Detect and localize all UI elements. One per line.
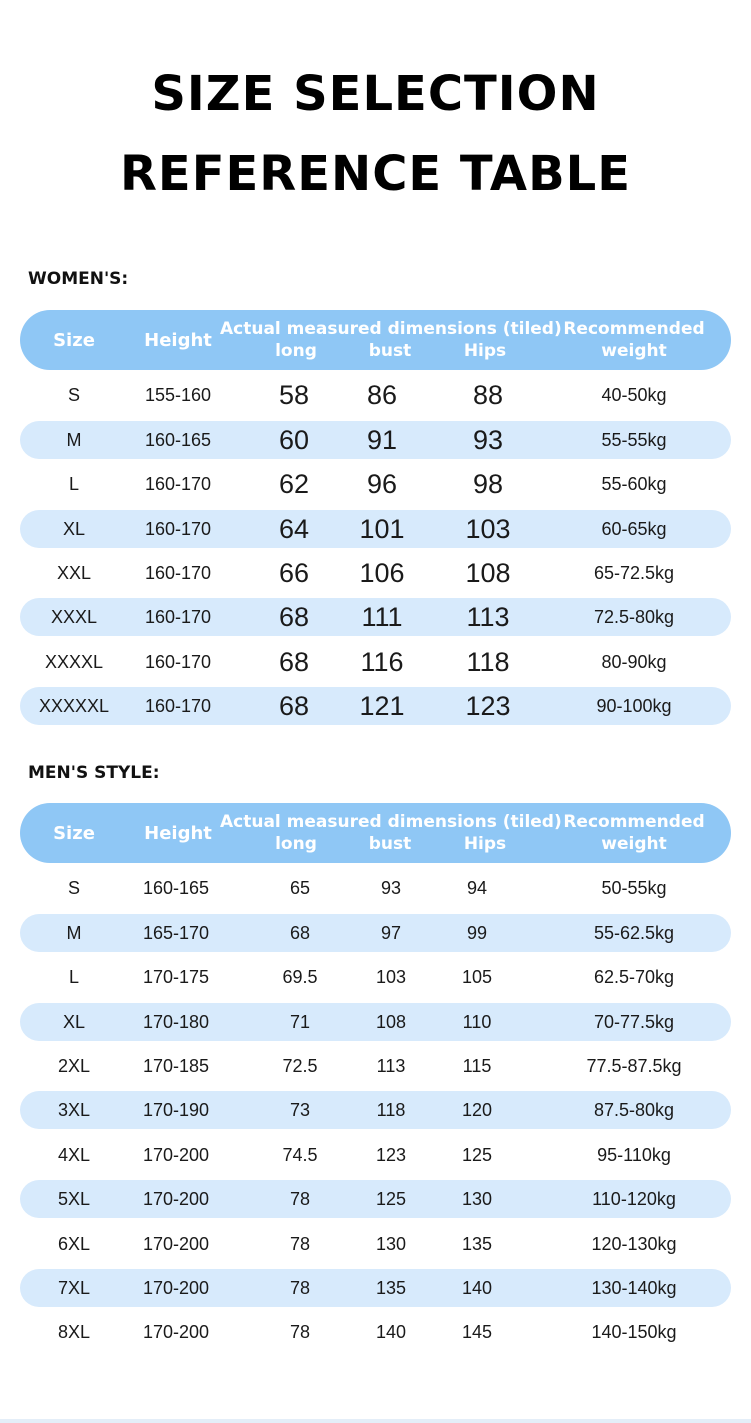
cell-hips: 113: [466, 602, 510, 633]
men-size-table: [20, 803, 731, 1351]
cell-bust: 118: [376, 1100, 406, 1121]
cell-weight: 62.5-70kg: [593, 967, 675, 988]
cell-weight: 80-90kg: [601, 651, 667, 672]
cell-long: 68: [278, 646, 310, 677]
cell-long: 71: [289, 1011, 311, 1032]
cell-bust: 108: [375, 1011, 407, 1032]
table-row: [20, 914, 731, 952]
women-table-header: [20, 310, 731, 370]
cell-long: 78: [289, 1322, 311, 1343]
cell-size: L: [68, 967, 79, 988]
header-weight: weight: [601, 341, 667, 361]
header-height: Height: [144, 330, 212, 351]
women-size-table: [20, 310, 731, 725]
cell-hips: 105: [461, 967, 493, 988]
cell-bust: 116: [360, 646, 404, 677]
cell-hips: 118: [466, 646, 510, 677]
cell-long: 60: [278, 424, 310, 455]
table-row: [20, 1091, 731, 1129]
cell-weight: 120-130kg: [591, 1233, 677, 1254]
cell-weight: 70-77.5kg: [593, 1011, 675, 1032]
cell-size: XL: [62, 518, 86, 539]
cell-hips: 123: [465, 691, 511, 722]
table-row: [20, 1003, 731, 1041]
cell-bust: 135: [375, 1277, 407, 1298]
cell-bust: 130: [375, 1233, 407, 1254]
cell-height: 170-200: [142, 1322, 210, 1343]
table-row: [20, 1225, 731, 1263]
cell-weight: 130-140kg: [591, 1277, 677, 1298]
cell-size: 7XL: [57, 1277, 91, 1298]
cell-height: 160-165: [142, 878, 210, 899]
header-height: Height: [144, 823, 212, 844]
header-size: Size: [53, 823, 95, 844]
cell-height: 155-160: [144, 385, 212, 406]
cell-height: 170-200: [142, 1277, 210, 1298]
cell-height: 170-185: [142, 1055, 210, 1076]
cell-weight: 50-55kg: [601, 878, 667, 899]
table-row: [20, 554, 731, 592]
cell-size: XL: [62, 1011, 86, 1032]
table-row: [20, 598, 731, 636]
cell-bust: 103: [375, 967, 407, 988]
cell-size: XXXXXL: [38, 696, 110, 717]
header-long: long: [275, 341, 317, 361]
cell-size: XXXL: [50, 607, 98, 628]
header-actual-dimensions: Actual measured dimensions (tiled): [220, 812, 562, 832]
cell-size: M: [66, 922, 82, 943]
cell-bust: 97: [380, 922, 402, 943]
cell-hips: 130: [461, 1189, 493, 1210]
cell-size: XXXXL: [44, 651, 104, 672]
cell-height: 160-170: [144, 696, 212, 717]
page-title-line-1: SIZE SELECTION: [151, 66, 600, 122]
cell-size: 2XL: [57, 1055, 91, 1076]
cell-height: 170-190: [142, 1100, 210, 1121]
cell-hips: 140: [461, 1277, 493, 1298]
cell-weight: 40-50kg: [601, 385, 667, 406]
cell-hips: 103: [465, 513, 511, 544]
table-row: [20, 1136, 731, 1174]
cell-height: 160-170: [144, 562, 212, 583]
cell-weight: 65-72.5kg: [593, 562, 675, 583]
cell-long: 64: [278, 513, 310, 544]
table-row: [20, 1313, 731, 1351]
cell-hips: 93: [472, 424, 504, 455]
cell-long: 72.5: [282, 1055, 318, 1076]
cell-long: 62: [278, 469, 310, 500]
table-row: [20, 958, 731, 996]
cell-long: 73: [289, 1100, 311, 1121]
table-row: [20, 869, 731, 907]
cell-size: S: [67, 385, 80, 406]
cell-height: 160-165: [144, 429, 212, 450]
cell-bust: 140: [375, 1322, 407, 1343]
table-row: [20, 376, 731, 414]
cell-long: 65: [289, 878, 311, 899]
cell-hips: 110: [462, 1011, 492, 1032]
cell-weight: 55-60kg: [601, 474, 667, 495]
cell-height: 170-180: [142, 1011, 210, 1032]
cell-hips: 88: [472, 380, 504, 411]
cell-size: L: [68, 474, 79, 495]
cell-long: 69.5: [282, 967, 318, 988]
cell-bust: 86: [366, 380, 398, 411]
men-table-header: [20, 803, 731, 863]
cell-long: 66: [278, 557, 310, 588]
table-row: [20, 643, 731, 681]
women-section-label: WOMEN'S:: [28, 269, 129, 289]
cell-long: 68: [289, 922, 311, 943]
cell-height: 170-175: [142, 967, 210, 988]
header-hips: Hips: [463, 834, 507, 854]
cell-bust: 111: [361, 602, 403, 633]
table-row: [20, 421, 731, 459]
cell-bust: 93: [380, 878, 402, 899]
cell-weight: 90-100kg: [596, 696, 672, 717]
header-size: Size: [53, 330, 95, 351]
cell-weight: 140-150kg: [591, 1322, 677, 1343]
cell-long: 78: [289, 1189, 311, 1210]
header-actual-dimensions: Actual measured dimensions (tiled): [220, 319, 562, 339]
cell-size: 4XL: [57, 1144, 91, 1165]
cell-hips: 99: [466, 922, 488, 943]
men-section-label: MEN'S STYLE:: [28, 763, 160, 783]
cell-height: 170-200: [142, 1189, 210, 1210]
cell-bust: 96: [366, 469, 398, 500]
cell-long: 68: [278, 602, 310, 633]
header-hips: Hips: [463, 341, 507, 361]
cell-size: S: [67, 878, 80, 899]
cell-bust: 113: [376, 1055, 406, 1076]
cell-weight: 72.5-80kg: [593, 607, 675, 628]
cell-bust: 91: [366, 424, 398, 455]
cell-hips: 115: [462, 1055, 492, 1076]
cell-height: 160-170: [144, 474, 212, 495]
table-row: [20, 465, 731, 503]
cell-weight: 60-65kg: [601, 518, 667, 539]
header-recommended: Recommended: [563, 319, 705, 339]
table-row: [20, 510, 731, 548]
cell-size: M: [66, 429, 82, 450]
cell-height: 160-170: [144, 518, 212, 539]
cell-long: 74.5: [282, 1144, 318, 1165]
header-weight: weight: [601, 834, 667, 854]
cell-long: 78: [289, 1277, 311, 1298]
cell-hips: 98: [472, 469, 504, 500]
cell-height: 170-200: [142, 1233, 210, 1254]
cell-hips: 120: [461, 1100, 493, 1121]
cell-size: 8XL: [57, 1322, 91, 1343]
cell-size: 6XL: [57, 1233, 91, 1254]
bottom-divider: [0, 1419, 751, 1423]
header-recommended: Recommended: [563, 812, 705, 832]
header-bust: bust: [368, 341, 412, 361]
cell-height: 160-170: [144, 651, 212, 672]
cell-weight: 55-62.5kg: [593, 922, 675, 943]
cell-hips: 135: [461, 1233, 493, 1254]
cell-size: XXL: [56, 562, 92, 583]
cell-weight: 95-110kg: [597, 1144, 671, 1165]
header-bust: bust: [368, 834, 412, 854]
cell-hips: 94: [466, 878, 488, 899]
cell-hips: 108: [465, 557, 511, 588]
cell-size: 3XL: [57, 1100, 91, 1121]
cell-long: 78: [289, 1233, 311, 1254]
cell-hips: 125: [461, 1144, 493, 1165]
cell-height: 160-170: [144, 607, 212, 628]
cell-weight: 87.5-80kg: [593, 1100, 675, 1121]
cell-height: 165-170: [142, 922, 210, 943]
cell-long: 68: [278, 691, 310, 722]
cell-weight: 77.5-87.5kg: [586, 1055, 682, 1076]
cell-weight: 110-120kg: [592, 1189, 676, 1210]
page-title-line-2: REFERENCE TABLE: [119, 146, 632, 202]
cell-bust: 125: [375, 1189, 407, 1210]
cell-height: 170-200: [142, 1144, 210, 1165]
header-long: long: [275, 834, 317, 854]
table-row: [20, 687, 731, 725]
cell-bust: 106: [359, 557, 405, 588]
cell-bust: 123: [375, 1144, 407, 1165]
cell-bust: 121: [359, 691, 405, 722]
cell-long: 58: [278, 380, 310, 411]
table-row: [20, 1047, 731, 1085]
cell-size: 5XL: [57, 1189, 91, 1210]
table-row: [20, 1269, 731, 1307]
cell-bust: 101: [359, 513, 405, 544]
table-row: [20, 1180, 731, 1218]
cell-hips: 145: [461, 1322, 493, 1343]
cell-weight: 55-55kg: [601, 429, 667, 450]
